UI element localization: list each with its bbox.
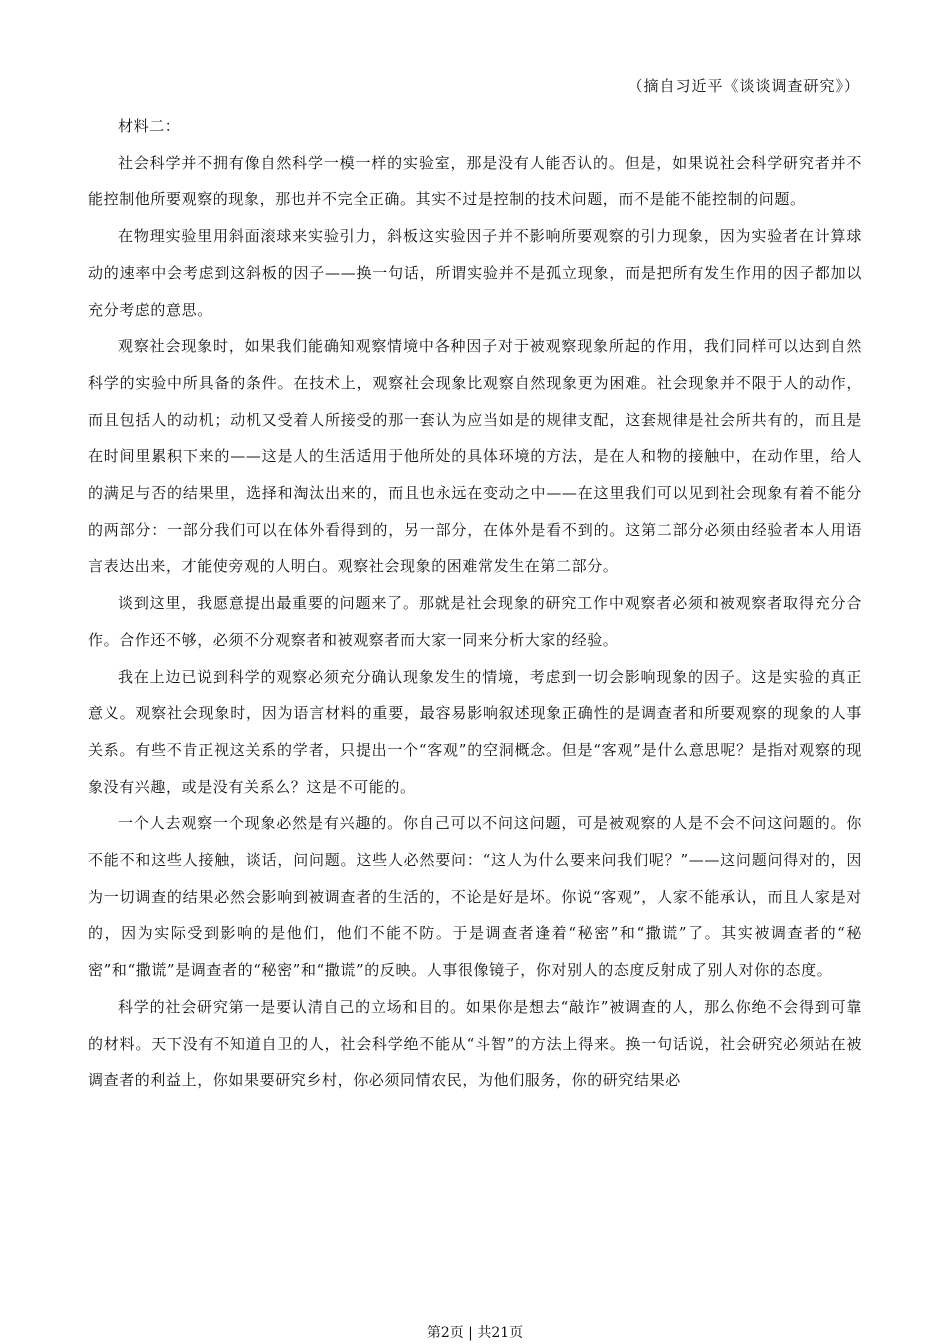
paragraph-2: 在物理实验里用斜面滚球来实验引力，斜板这实验因子并不影响所要观察的引力现象，因为实验者在计算球动的速率中会考虑到这斜板的因子——换一句话，所谓实验并不是孤立现象，而是把所有发生作用的因子都加以充分考虑的意思。 <box>88 227 862 319</box>
paragraph-3: 观察社会现象时，如果我们能确知观察情境中各种因子对于被观察现象所起的作用，我们同样可以达到自然科学的实验中所具备的条件。在技术上，观察社会现象比观察自然现象更为困难。社会现象并不限于人的动作，而且包括人的动机；动机又受着人所接受的那一套认为应当如是的规律支配，这套规律是社会所共有的，而且是在时间里累积下来的——这是人的生活适用于他所处的具体环境的方法，是在人和物的接触中，在动作里，给人的满足与否的结果里，选择和淘汰出来的，而且也永远在变动之中——在这里我们可以见到社会现象有着不能分的两部分：一部分我们可以在体外看得到的，另一部分，在体外是看不到的。这第二部分必须由经验者本人用语言表达出来，才能使旁观的人明白。观察社会现象的困难常发生在第二部分。 <box>88 337 862 576</box>
paragraph-6: 一个人去观察一个现象必然是有兴趣的。你自己可以不问这问题，可是被观察的人是不会不问这问题的。你不能不和这些人接触，谈话，问问题。这些人必然要问：“这人为什么要来问我们呢？”——这问题问得对的，因为一切调查的结果必然会影响到被调查者的生活的，不论是好是坏。你说“客观”，人家不能承认，而且人家是对的，因为实际受到影响的是他们，他们不能不防。于是调查者逢着“秘密”和“撒谎”了。其实被调查者的“秘密”和“撒谎”是调查者的“秘密”和“撒谎”的反映。人事很像镜子，你对别人的态度反射成了别人对你的态度。 <box>88 814 862 980</box>
paragraph-5: 我在上边已说到科学的观察必须充分确认现象发生的情境，考虑到一切会影响现象的因子。这是实验的真正意义。观察社会现象时，因为语言材料的重要，最容易影响叙述现象正确性的是调查者和所要观察的现象的人事关系。有些不肯正视这关系的学者，只提出一个“客观”的空洞概念。但是“客观”是什么意思呢？是指对观察的现象没有兴趣，或是没有关系么？这是不可能的。 <box>88 667 862 796</box>
paragraph-4: 谈到这里，我愿意提出最重要的问题来了。那就是社会现象的研究工作中观察者必须和被观察者取得充分合作。合作还不够，必须不分观察者和被观察者而大家一同来分析大家的经验。 <box>88 594 862 649</box>
body-text <box>88 108 862 1099</box>
paragraph-1: 社会科学并不拥有像自然科学一模一样的实验室，那是没有人能否认的。但是，如果说社会科学研究者并不能控制他所要观察的现象，那也并不完全正确。其实不过是控制的技术问题，而不是能不能控制的问题。 <box>88 153 862 209</box>
paragraph-7: 科学的社会研究第一是要认清自己的立场和目的。如果你是想去“敲诈”被调查的人，那么你绝不会得到可靠的材料。天下没有不知道自卫的人，社会科学绝不能从“斗智”的方法上得来。换一句话说，社会研究必须站在被调查者的利益上，你如果要研究乡村，你必须同情农民，为他们服务，你的研究结果必 <box>88 997 862 1090</box>
source-citation: （摘自习近平《谈谈调查研究》） <box>627 77 860 95</box>
page-footer: 第2页 | 共21页 <box>426 1325 524 1341</box>
material-label: 材料二： <box>118 117 181 135</box>
